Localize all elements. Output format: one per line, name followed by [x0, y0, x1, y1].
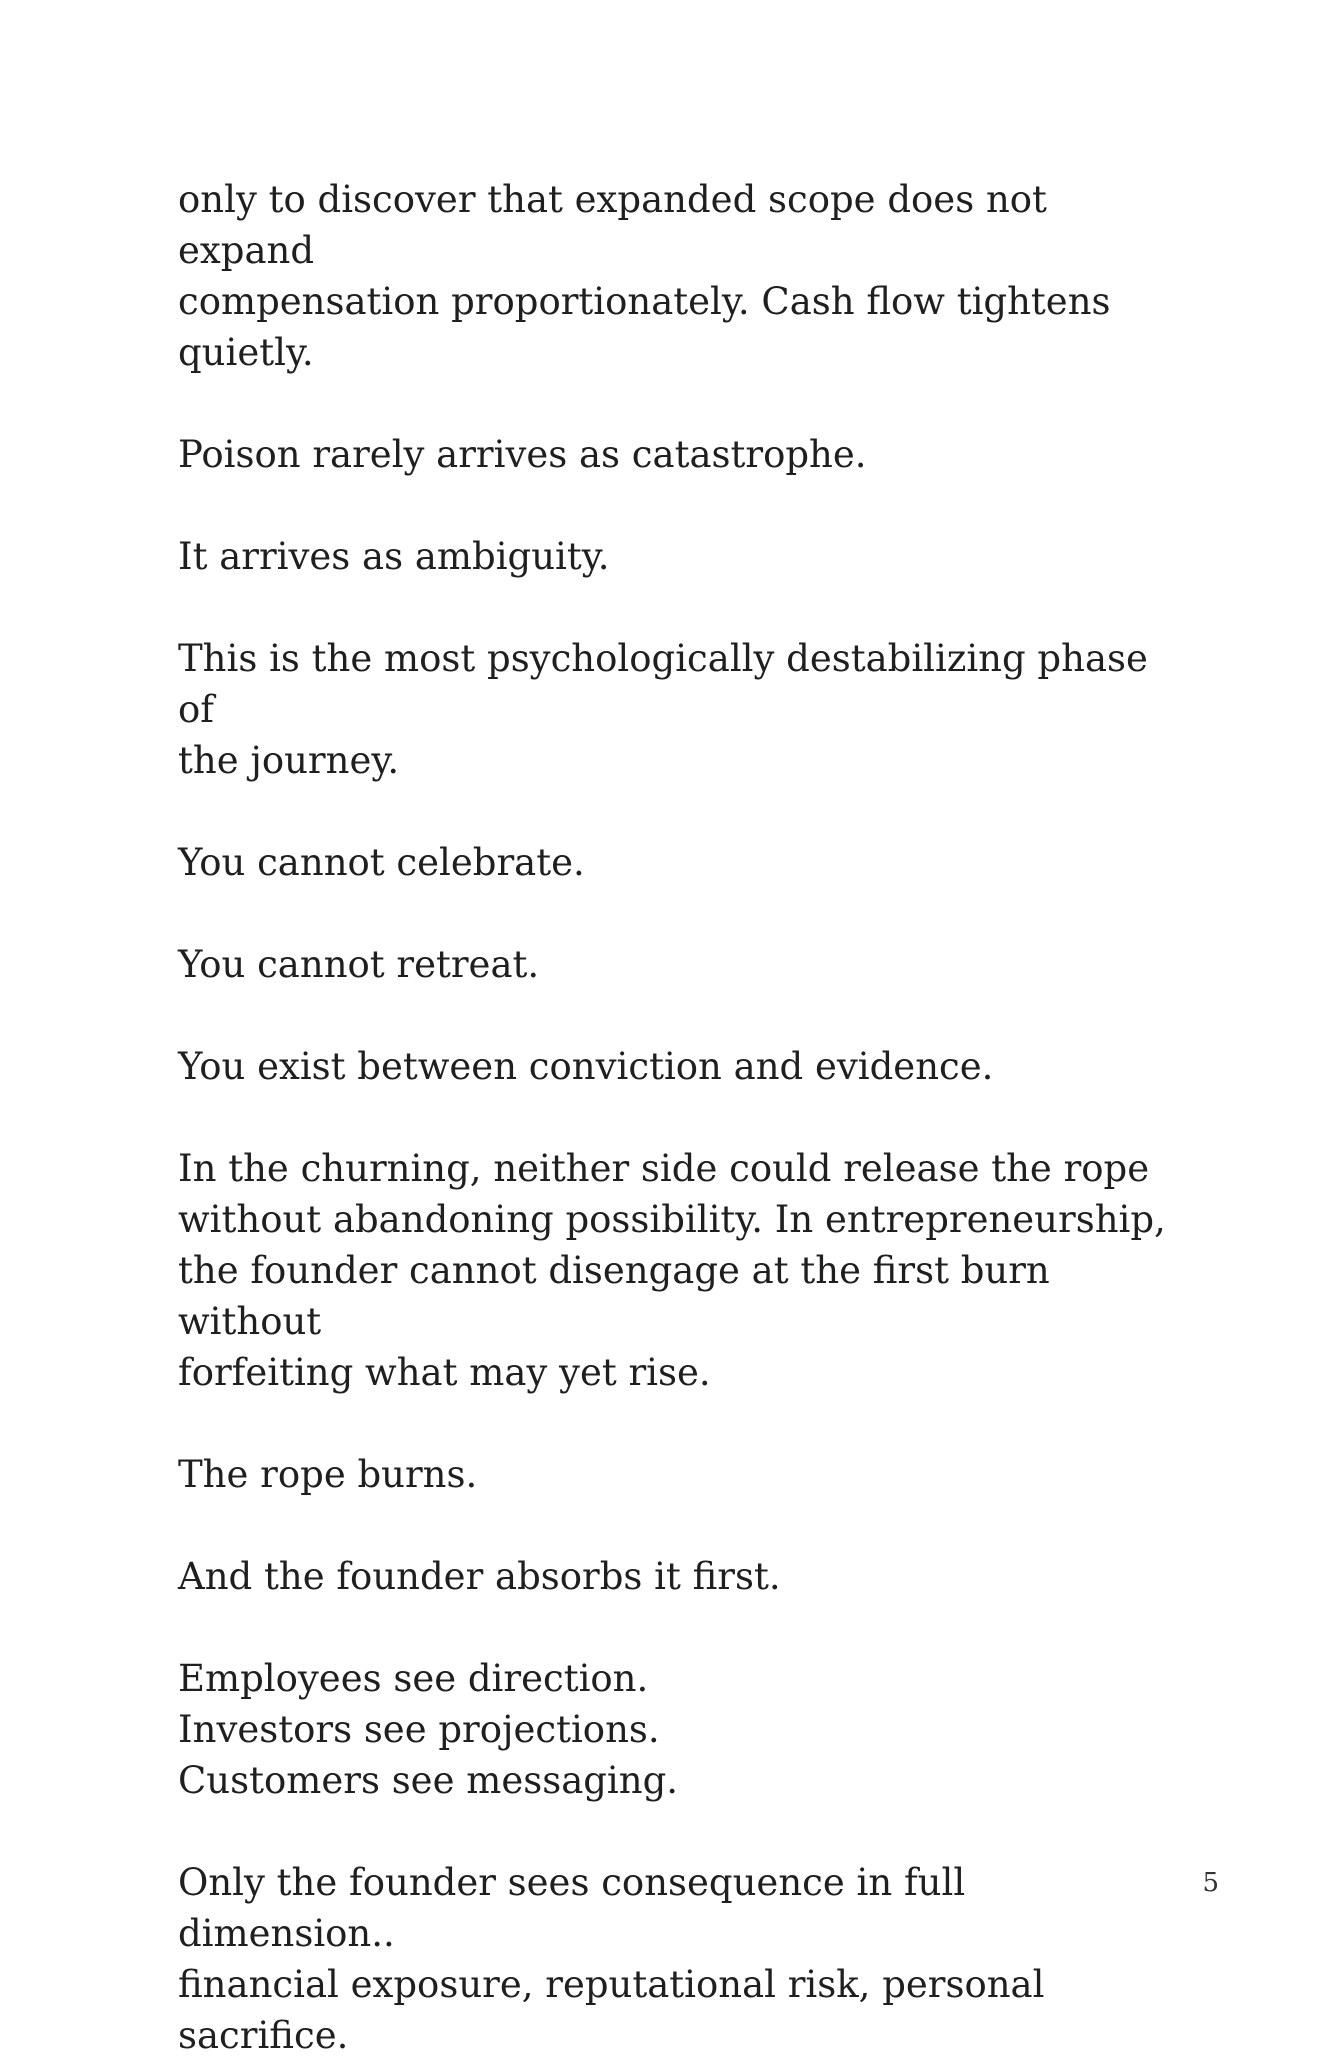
- paragraph: [178, 837, 1178, 888]
- body-text: [178, 174, 1178, 2061]
- text-line: And the founder absorbs it first.: [178, 1555, 781, 1598]
- text-line: quietly.: [178, 331, 314, 374]
- page-number: 5: [1202, 1868, 1219, 1898]
- text-line: Only the founder sees consequence in full dimension..: [178, 1861, 966, 1955]
- text-line: only to discover that expanded scope does not expand: [178, 178, 1047, 272]
- text-line: The rope burns.: [178, 1453, 478, 1496]
- paragraph: [178, 1653, 1178, 1806]
- text-line: the journey.: [178, 739, 400, 782]
- text-line: Employees see direction.: [178, 1657, 649, 1700]
- text-line: financial exposure, reputational risk, personal sacrifice.: [178, 1963, 1045, 2057]
- paragraph: [178, 1041, 1178, 1092]
- paragraph: [178, 1143, 1178, 1398]
- text-line: without abandoning possibility. In entrepreneurship,: [178, 1198, 1166, 1241]
- paragraph: [178, 174, 1178, 378]
- text-line: Poison rarely arrives as catastrophe.: [178, 433, 867, 476]
- paragraph: [178, 939, 1178, 990]
- paragraph: [178, 633, 1178, 786]
- text-line: compensation proportionately. Cash flow tightens: [178, 280, 1111, 323]
- paragraph: [178, 1551, 1178, 1602]
- text-line: In the churning, neither side could release the rope: [178, 1147, 1150, 1190]
- text-line: You cannot retreat.: [178, 943, 540, 986]
- text-line: You exist between conviction and evidence.: [178, 1045, 994, 1088]
- paragraph: [178, 531, 1178, 582]
- paragraph: [178, 429, 1178, 480]
- text-line: Investors see projections.: [178, 1708, 660, 1751]
- text-line: This is the most psychologically destabilizing phase of: [178, 637, 1148, 731]
- paragraph: [178, 1857, 1178, 2061]
- text-line: You cannot celebrate.: [178, 841, 585, 884]
- paragraph: [178, 1449, 1178, 1500]
- text-line: the founder cannot disengage at the first burn without: [178, 1249, 1050, 1343]
- text-line: It arrives as ambiguity.: [178, 535, 610, 578]
- text-line: forfeiting what may yet rise.: [178, 1351, 711, 1394]
- text-line: Customers see messaging.: [178, 1759, 679, 1802]
